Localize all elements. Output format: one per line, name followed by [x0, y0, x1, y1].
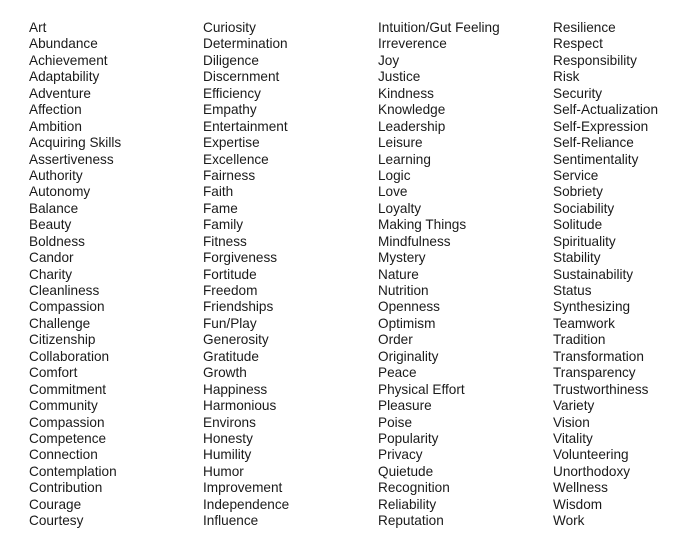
value-word: Commitment — [29, 381, 107, 397]
column-4 — [553, 20, 658, 530]
value-word: Making Things — [378, 217, 467, 233]
value-word: Sentimentality — [553, 151, 639, 167]
value-word: Popularity — [378, 430, 439, 446]
value-word: Comfort — [29, 365, 78, 381]
value-word: Generosity — [203, 332, 269, 348]
value-word: Freedom — [203, 283, 258, 298]
value-word: Logic — [378, 167, 411, 183]
value-word: Gratitude — [203, 348, 259, 364]
value-word: Wellness — [553, 480, 608, 496]
value-word: Abundance — [29, 36, 98, 52]
value-word: Transformation — [553, 348, 644, 364]
value-word: Assertiveness — [29, 151, 114, 167]
value-word: Authority — [29, 167, 83, 183]
value-word: Entertainment — [203, 118, 288, 134]
value-word: Community — [29, 398, 98, 414]
value-word: Recognition — [378, 480, 450, 496]
value-word: Irreverence — [378, 36, 447, 52]
value-word: Leadership — [378, 118, 446, 134]
value-word: Independence — [203, 496, 290, 512]
value-word: Ambition — [29, 118, 82, 134]
value-word: Adventure — [29, 85, 91, 101]
value-word: Self-Actualization — [553, 102, 659, 118]
value-word: Courage — [29, 496, 82, 512]
value-word: Order — [378, 332, 413, 348]
value-word: Knowledge — [378, 102, 446, 118]
value-word: Courtesy — [29, 513, 84, 529]
value-word: Honesty — [203, 430, 253, 446]
value-word: Fitness — [203, 233, 247, 249]
value-word: Fairness — [203, 167, 256, 183]
value-word: Humility — [203, 447, 252, 463]
value-word: Optimism — [378, 315, 436, 331]
value-word: Harmonious — [203, 398, 277, 414]
value-word: Fortitude — [203, 266, 257, 282]
value-word: Peace — [378, 365, 417, 381]
value-word: Variety — [553, 398, 595, 414]
value-word: Boldness — [29, 233, 85, 249]
value-word: Compassion — [29, 299, 105, 315]
column-3 — [378, 20, 500, 530]
value-word: Security — [553, 85, 603, 101]
value-word: Sobriety — [553, 184, 603, 200]
column-2 — [203, 20, 289, 530]
value-word: Respect — [553, 36, 603, 52]
value-word: Learning — [378, 151, 431, 167]
value-word: Status — [553, 283, 592, 298]
value-word: Physical Effort — [378, 381, 465, 397]
value-word: Pleasure — [378, 398, 432, 414]
value-word: Citizenship — [29, 332, 96, 348]
value-word: Excellence — [203, 151, 269, 167]
value-word: Kindness — [378, 85, 434, 101]
value-word: Spirituality — [553, 233, 616, 249]
value-word: Influence — [203, 513, 259, 529]
value-word: Joy — [378, 52, 400, 68]
value-word: Beauty — [29, 217, 72, 233]
value-word: Connection — [29, 447, 98, 463]
value-word: Fame — [203, 200, 238, 216]
value-word: Improvement — [203, 480, 283, 496]
value-word: Forgiveness — [203, 250, 278, 266]
value-word: Trustworthiness — [553, 381, 649, 397]
value-word: Tradition — [553, 332, 606, 348]
value-word: Affection — [29, 102, 82, 118]
value-word: Unorthodoxy — [553, 463, 631, 479]
value-word: Growth — [203, 365, 247, 381]
value-word: Empathy — [203, 102, 257, 118]
value-word: Art — [29, 20, 47, 35]
value-word: Happiness — [203, 381, 268, 397]
value-word: Solitude — [553, 217, 603, 233]
value-word: Synthesizing — [553, 299, 631, 315]
value-word: Sustainability — [553, 266, 634, 282]
value-word: Competence — [29, 430, 107, 446]
value-word: Vision — [553, 414, 590, 430]
value-word: Volunteering — [553, 447, 629, 463]
value-word: Openness — [378, 299, 440, 315]
value-word: Balance — [29, 200, 79, 216]
value-word: Friendships — [203, 299, 274, 315]
value-word: Self-Expression — [553, 118, 649, 134]
value-word: Mystery — [378, 250, 426, 266]
value-word: Discernment — [203, 69, 280, 85]
value-word: Efficiency — [203, 85, 261, 101]
value-word: Privacy — [378, 447, 423, 463]
value-word: Wisdom — [553, 496, 603, 512]
value-word: Collaboration — [29, 348, 110, 364]
value-word: Risk — [553, 69, 580, 85]
value-word: Service — [553, 167, 599, 183]
value-word: Candor — [29, 250, 74, 266]
value-word: Self-Reliance — [553, 135, 634, 151]
value-word: Expertise — [203, 135, 260, 151]
value-word: Stability — [553, 250, 601, 266]
value-word: Responsibility — [553, 52, 637, 68]
value-word: Achievement — [29, 52, 108, 68]
value-word: Family — [203, 217, 244, 233]
value-word: Reliability — [378, 496, 437, 512]
value-word: Environs — [203, 414, 256, 430]
value-word: Love — [378, 184, 408, 200]
value-word: Determination — [203, 36, 288, 52]
value-word: Sociability — [553, 200, 615, 216]
value-word: Charity — [29, 266, 73, 282]
value-word: Leisure — [378, 135, 423, 151]
value-word: Autonomy — [29, 184, 91, 200]
value-word: Compassion — [29, 414, 105, 430]
value-word: Nutrition — [378, 283, 429, 298]
value-word: Contemplation — [29, 463, 117, 479]
value-word: Poise — [378, 414, 413, 430]
value-word: Cleanliness — [29, 283, 100, 298]
value-word: Justice — [378, 69, 421, 85]
value-word: Vitality — [553, 430, 593, 446]
value-word: Humor — [203, 463, 244, 479]
value-word: Originality — [378, 348, 439, 364]
value-word: Contribution — [29, 480, 103, 496]
value-word: Nature — [378, 266, 419, 282]
value-word: Reputation — [378, 513, 444, 529]
value-word: Curiosity — [203, 20, 256, 35]
value-word: Transparency — [553, 365, 636, 381]
value-word: Acquiring Skills — [29, 135, 122, 151]
value-word: Quietude — [378, 463, 434, 479]
value-word: Resilience — [553, 20, 616, 35]
value-word: Loyalty — [378, 200, 422, 216]
column-1 — [29, 20, 121, 530]
value-word: Work — [553, 513, 585, 529]
values-word-list — [0, 20, 682, 540]
value-word: Adaptability — [29, 69, 100, 85]
value-word: Fun/Play — [203, 315, 257, 331]
value-word: Challenge — [29, 315, 91, 331]
value-word: Diligence — [203, 52, 259, 68]
value-word: Faith — [203, 184, 234, 200]
value-word: Mindfulness — [378, 233, 451, 249]
value-word: Intuition/Gut Feeling — [378, 20, 500, 35]
value-word: Teamwork — [553, 315, 615, 331]
